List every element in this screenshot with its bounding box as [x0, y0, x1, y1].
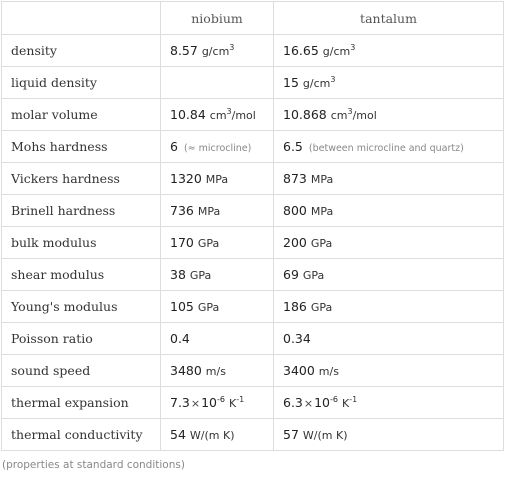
value-number: 3480	[170, 363, 202, 378]
value-number: 8.57	[170, 43, 198, 58]
table-row	[2, 131, 504, 163]
value-unit: $cm^3$/mol	[330, 107, 377, 122]
niobium-liquid-density	[161, 67, 274, 99]
value-number: 10.868	[283, 107, 327, 122]
row-label-vickers-hardness: Vickers hardness	[2, 163, 161, 195]
niobium-shear-modulus	[161, 259, 274, 291]
tantalum-liquid-density	[274, 67, 504, 99]
value-unit: m/s	[205, 365, 226, 378]
value-number: 186	[283, 299, 307, 314]
value-number: 69	[283, 267, 299, 282]
niobium-brinell-hardness	[161, 195, 274, 227]
table-row	[2, 195, 504, 227]
header-niobium: niobium	[161, 2, 274, 35]
value-number: 1320	[170, 171, 202, 186]
niobium-density	[161, 35, 274, 67]
value-unit: $g/cm^3$	[302, 75, 336, 90]
tantalum-poisson-ratio: 0.34	[274, 323, 504, 355]
table-row	[2, 323, 504, 355]
tantalum-bulk-modulus	[274, 227, 504, 259]
value-number: 736	[170, 203, 194, 218]
tantalum-density	[274, 35, 504, 67]
tantalum-brinell-hardness	[274, 195, 504, 227]
header-row	[2, 2, 504, 35]
value-unit: GPa	[302, 269, 325, 282]
value-number: 200	[283, 235, 307, 250]
value-unit: GPa	[197, 237, 220, 250]
properties-table	[1, 1, 504, 451]
value-unit: GPa	[310, 237, 333, 250]
table-row	[2, 419, 504, 451]
value-unit: $g/cm^3$	[322, 43, 356, 58]
value-unit: GPa	[310, 301, 333, 314]
value-number: 6	[170, 139, 178, 154]
niobium-bulk-modulus	[161, 227, 274, 259]
row-label-thermal-expansion: thermal expansion	[2, 387, 161, 419]
tantalum-shear-modulus	[274, 259, 504, 291]
row-label-youngs-modulus: Young's modulus	[2, 291, 161, 323]
tantalum-vickers-hardness	[274, 163, 504, 195]
value-unit: MPa	[205, 173, 229, 186]
value-number: 15	[283, 75, 299, 90]
value-note: (between microcline and quartz)	[308, 143, 464, 154]
row-label-density: density	[2, 35, 161, 67]
row-label-bulk-modulus: bulk modulus	[2, 227, 161, 259]
niobium-poisson-ratio: 0.4	[161, 323, 274, 355]
row-label-poisson-ratio: Poisson ratio	[2, 323, 161, 355]
niobium-vickers-hardness	[161, 163, 274, 195]
value-unit: W/(m K)	[189, 429, 235, 442]
table-row	[2, 67, 504, 99]
value-number: 105	[170, 299, 194, 314]
value-note: (≈ microcline)	[183, 143, 252, 154]
row-label-liquid-density: liquid density	[2, 67, 161, 99]
niobium-sound-speed	[161, 355, 274, 387]
value-number: 57	[283, 427, 299, 442]
niobium-mohs-hardness	[161, 131, 274, 163]
value-unit: m/s	[318, 365, 339, 378]
table-row	[2, 99, 504, 131]
value-unit: $cm^3$/mol	[209, 107, 256, 122]
value-unit: MPa	[310, 205, 334, 218]
value-number: 170	[170, 235, 194, 250]
table-row	[2, 291, 504, 323]
value-unit: $g/cm^3$	[201, 43, 235, 58]
tantalum-mohs-hardness	[274, 131, 504, 163]
value-number: 38	[170, 267, 186, 282]
table-row	[2, 163, 504, 195]
value-number: 6.5	[283, 139, 303, 154]
row-label-brinell-hardness: Brinell hardness	[2, 195, 161, 227]
value-unit: W/(m K)	[302, 429, 348, 442]
value-number: 800	[283, 203, 307, 218]
header-blank	[2, 2, 161, 35]
header-tantalum: tantalum	[274, 2, 504, 35]
row-label-sound-speed: sound speed	[2, 355, 161, 387]
value-unit: GPa	[189, 269, 212, 282]
row-label-thermal-conductivity: thermal conductivity	[2, 419, 161, 451]
value-unit: MPa	[310, 173, 334, 186]
row-label-molar-volume: molar volume	[2, 99, 161, 131]
value-unit: MPa	[197, 205, 221, 218]
tantalum-molar-volume	[274, 99, 504, 131]
value-number: 54	[170, 427, 186, 442]
tantalum-thermal-conductivity	[274, 419, 504, 451]
tantalum-thermal-expansion: $6.3\times 10^{-6}$ $K^{-1}$	[274, 387, 504, 419]
value-unit: GPa	[197, 301, 220, 314]
row-label-shear-modulus: shear modulus	[2, 259, 161, 291]
table-row	[2, 355, 504, 387]
table-row	[2, 35, 504, 67]
footnote: (properties at standard conditions)	[2, 459, 185, 471]
niobium-molar-volume	[161, 99, 274, 131]
table-row	[2, 387, 504, 419]
tantalum-youngs-modulus	[274, 291, 504, 323]
value-number: 873	[283, 171, 307, 186]
value-number: 10.84	[170, 107, 206, 122]
tantalum-sound-speed	[274, 355, 504, 387]
table-row	[2, 227, 504, 259]
value-number: 3400	[283, 363, 315, 378]
row-label-mohs-hardness: Mohs hardness	[2, 131, 161, 163]
niobium-thermal-expansion: $7.3\times 10^{-6}$ $K^{-1}$	[161, 387, 274, 419]
table-row	[2, 259, 504, 291]
niobium-thermal-conductivity	[161, 419, 274, 451]
value-number: 16.65	[283, 43, 319, 58]
niobium-youngs-modulus	[161, 291, 274, 323]
